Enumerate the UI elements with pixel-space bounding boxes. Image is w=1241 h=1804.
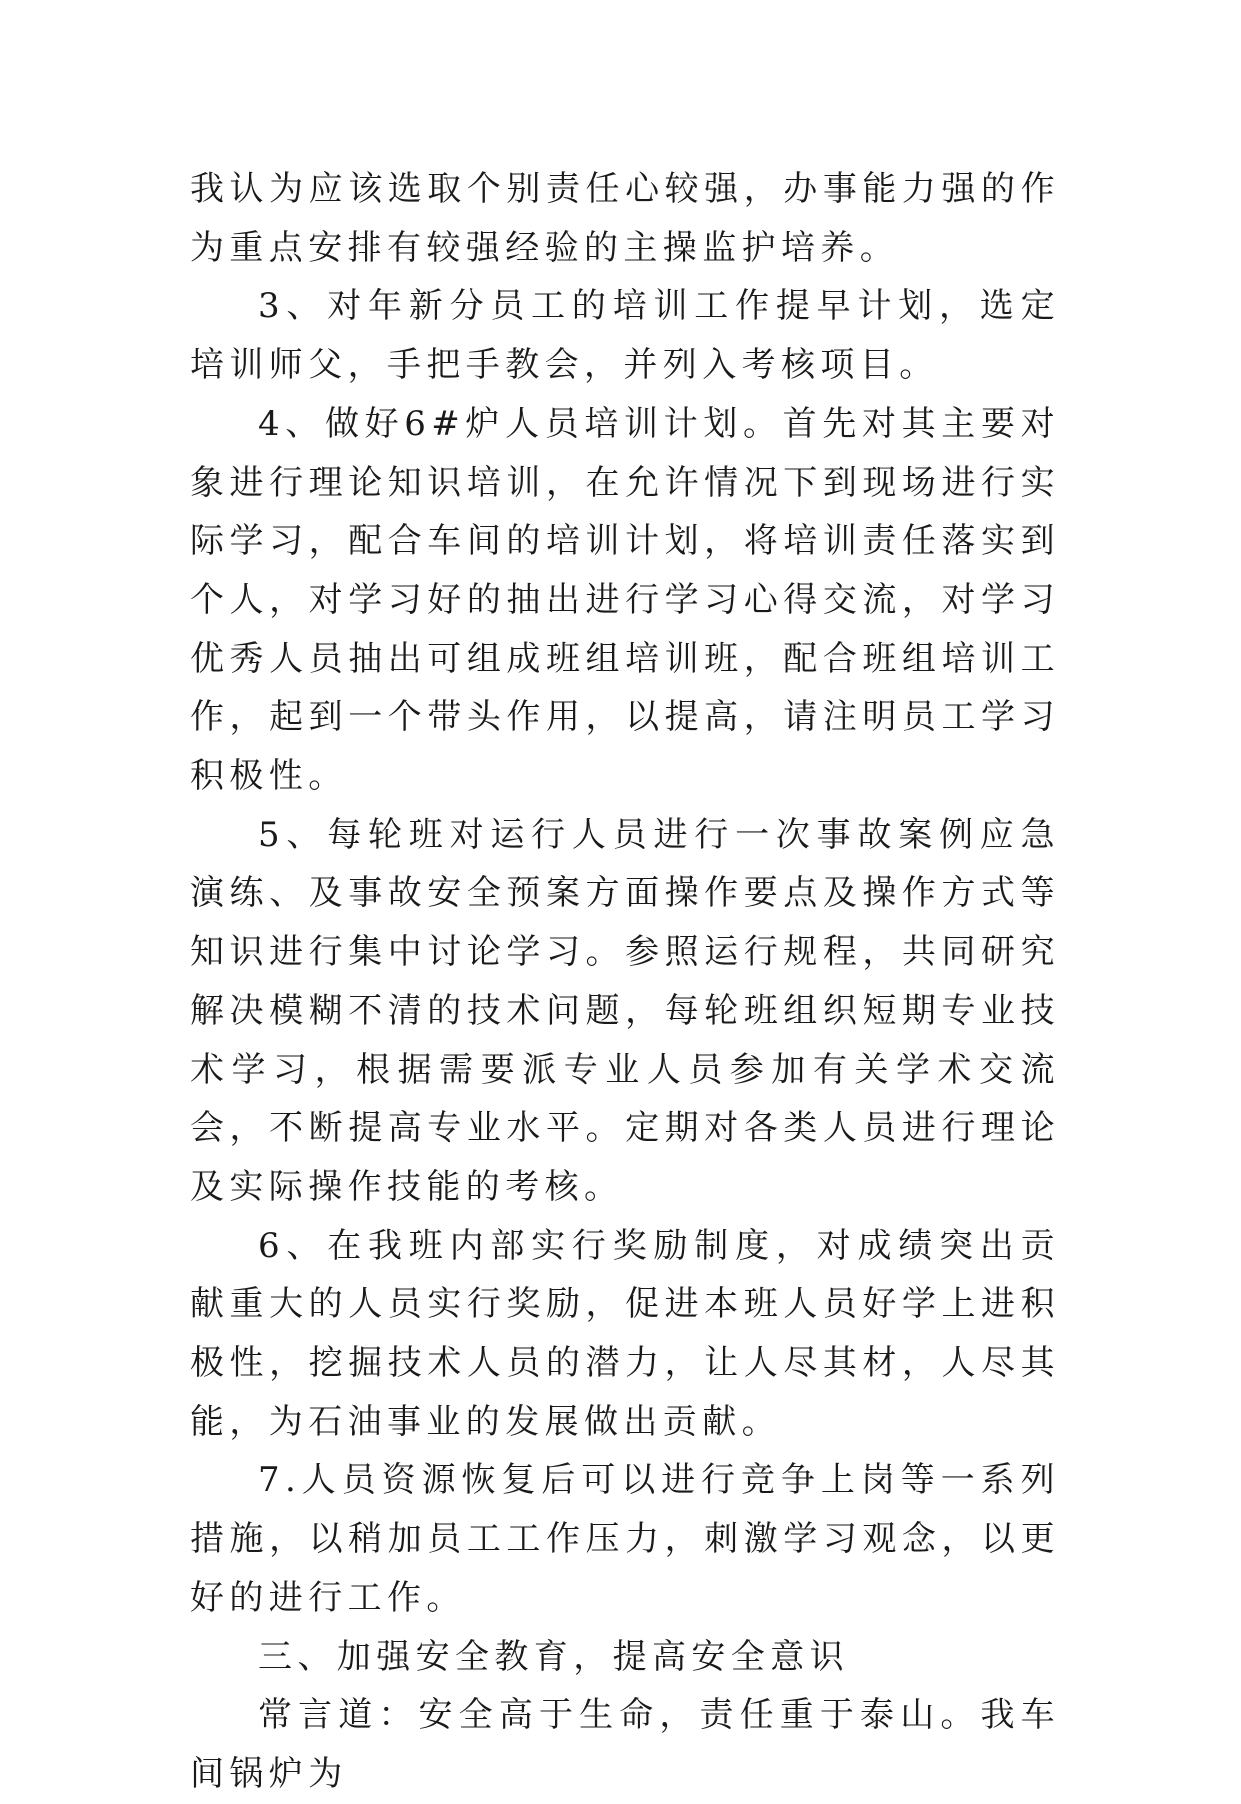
body-text (190, 160, 1060, 1804)
paragraph-item-3: 3、对年新分员工的培训工作提早计划，选定培训师父，手把手教会，并列入考核项目。 (190, 286, 1060, 386)
paragraph-item-4: 4、做好6#炉人员培训计划。首先对其主要对象进行理论知识培训，在允许情况下到现场进行实际学习，配合车间的培训计划，将培训责任落实到个人，对学习好的抽出进行学习心得交流，对学习优秀人员抽出可组成班组培训班，配合班组培训工作，起到一个带头作用，以提高，请注明员工学习积极性。 (190, 403, 1060, 797)
paragraph-continuation: 我认为应该选取个别责任心较强，办事能力强的作为重点安排有较强经验的主操监护培养。 (190, 169, 1060, 268)
paragraph-item-7: 7.人员资源恢复后可以进行竞争上岗等一系列措施，以稍加员工工作压力，刺激学习观念，以更好的进行工作。 (190, 1460, 1060, 1618)
paragraph-item-6: 6、在我班内部实行奖励制度，对成绩突出贡献重大的人员实行奖励，促进本班人员好学上进积极性，挖掘技术人员的潜力，让人尽其材，人尽其能，为石油事业的发展做出贡献。 (190, 1225, 1060, 1442)
paragraph-safety-intro: 常言道：安全高于生命，责任重于泰山。我车间锅炉为 (190, 1695, 1060, 1794)
paragraph-item-5: 5、每轮班对运行人员进行一次事故案例应急演练、及事故安全预案方面操作要点及操作方式等知识进行集中讨论学习。参照运行规程，共同研究解决模糊不清的技术问题，每轮班组织短期专业技术学习，根据需要派专业人员参加有关学术交流会，不断提高专业水平。定期对各类人员进行理论及实际操作技能的考核。 (190, 814, 1060, 1207)
section-heading-3: 三、加强安全教育，提高安全意识 (258, 1636, 849, 1677)
